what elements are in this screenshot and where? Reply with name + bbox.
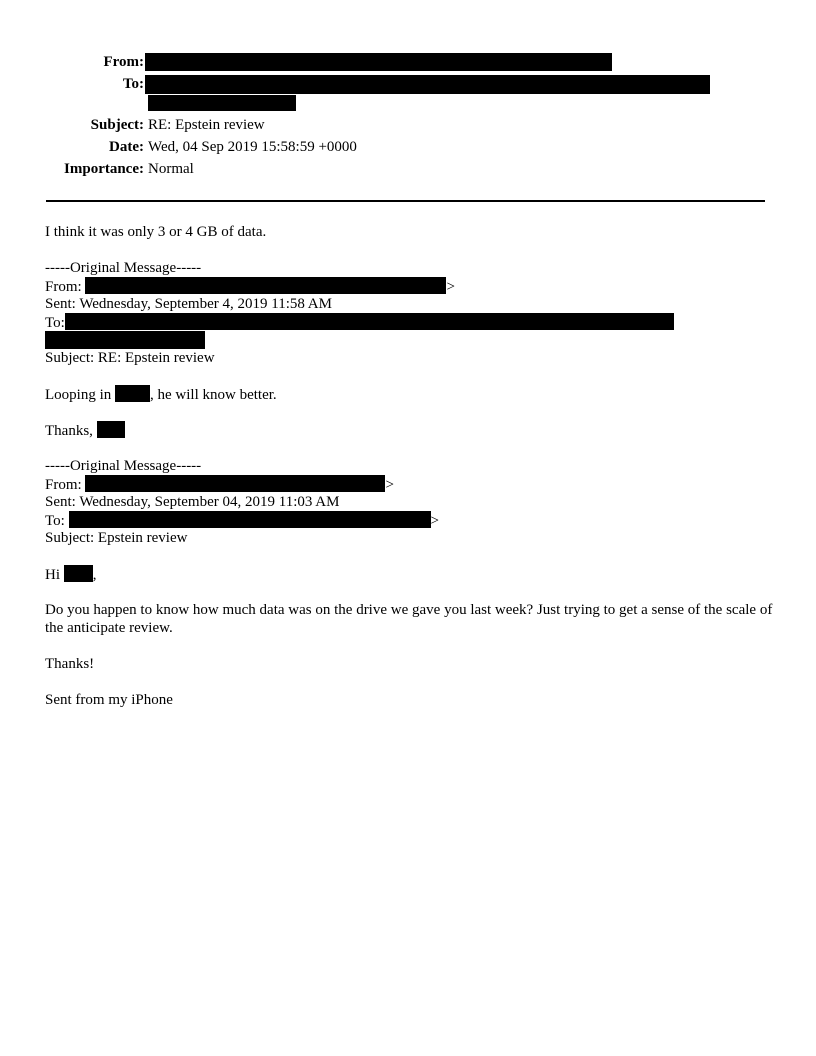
orig2-signature: Sent from my iPhone: [45, 692, 173, 708]
header-subject-value: RE: Epstein review: [148, 117, 265, 133]
header-importance-value: Normal: [148, 161, 194, 177]
orig1-from-suffix: >: [446, 279, 455, 295]
orig1-looping-line: [45, 385, 277, 403]
orig1-thanks: Thanks,: [45, 423, 97, 439]
orig1-separator: -----Original Message-----: [45, 260, 202, 276]
header-date-label: Date:: [109, 139, 144, 155]
reply-text: I think it was only 3 or 4 GB of data.: [45, 224, 267, 240]
orig2-from-suffix: >: [385, 477, 394, 493]
orig2-question: Do you happen to know how much data was on the drive we gave you last week? Just trying to get a sense of the scale of the anticipate review.: [45, 602, 773, 636]
redacted-orig2-to: [69, 511, 431, 528]
orig1-thanks-line: [45, 421, 125, 439]
orig2-from-label: From:: [45, 477, 86, 493]
orig2-greeting-line: [45, 565, 97, 583]
orig1-looping-pre: Looping in: [45, 387, 115, 403]
header-to-label: To:: [122, 76, 144, 92]
orig1-looping-post: , he will know better.: [150, 387, 277, 403]
orig2-sent: Sent: Wednesday, September 04, 2019 11:03 AM: [45, 494, 340, 510]
redacted-name: [115, 385, 150, 402]
orig2-subject: Subject: Epstein review: [45, 530, 188, 546]
orig1-from-label: From:: [45, 279, 86, 295]
redacted-to-address-continued: [148, 95, 296, 111]
header-date-value: Wed, 04 Sep 2019 15:58:59 +0000: [148, 139, 357, 155]
redacted-orig1-to: [65, 313, 674, 330]
orig2-separator: -----Original Message-----: [45, 458, 202, 474]
header-subject-row: [0, 115, 816, 135]
redacted-orig2-from: [85, 475, 385, 492]
header-subject-label: Subject:: [90, 117, 144, 133]
orig1-sent: Sent: Wednesday, September 4, 2019 11:58 AM: [45, 296, 332, 312]
orig1-from-line: [45, 277, 805, 295]
redacted-orig1-from: [85, 277, 446, 294]
redacted-recipient-name: [64, 565, 93, 582]
orig1-to-label: To:: [45, 315, 65, 331]
header-from-row: [0, 52, 816, 72]
redacted-signature-name: [97, 421, 125, 438]
redacted-to-address: [145, 75, 710, 94]
header-from-label: From:: [103, 54, 144, 70]
orig2-from-line: [45, 475, 805, 493]
header-importance-label: Importance:: [64, 161, 144, 177]
orig2-greeting-post: ,: [92, 567, 97, 583]
header-divider: [46, 200, 765, 202]
orig2-thanks: Thanks!: [45, 656, 95, 672]
orig1-to-line: [45, 313, 805, 331]
redacted-from-address: [145, 53, 612, 71]
orig2-to-suffix: >: [430, 513, 440, 529]
header-date-row: [0, 137, 816, 157]
header-to-row: [0, 74, 816, 94]
redacted-orig1-to-continued: [45, 331, 205, 349]
orig2-to-line: [45, 511, 805, 529]
orig2-greeting-pre: Hi: [45, 567, 64, 583]
orig1-subject: Subject: RE: Epstein review: [45, 350, 215, 366]
header-importance-row: [0, 159, 816, 179]
orig2-to-label: To:: [45, 513, 69, 529]
